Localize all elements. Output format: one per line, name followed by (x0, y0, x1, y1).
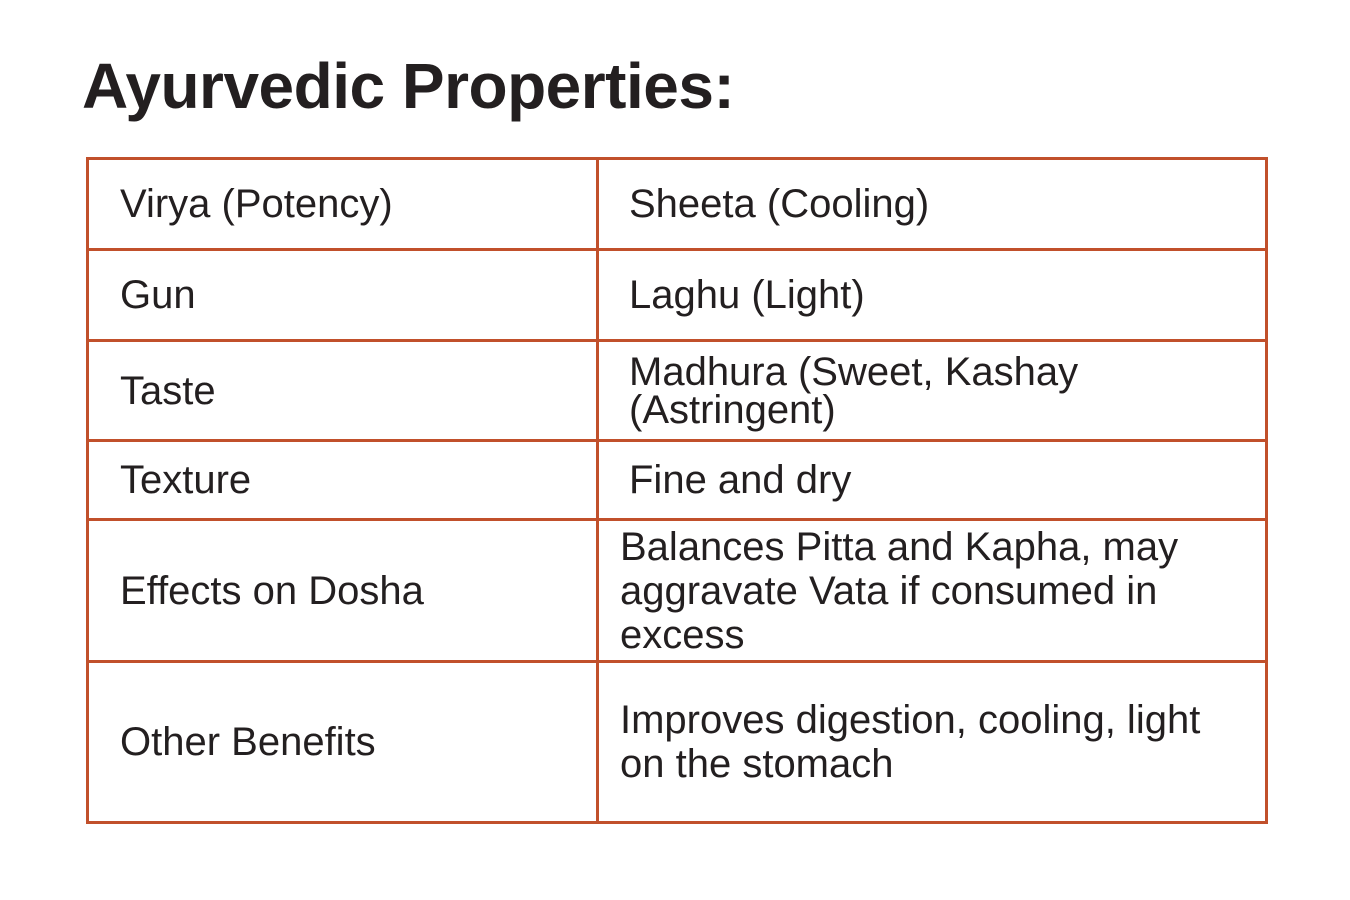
property-cell (88, 250, 598, 341)
property-cell (88, 520, 598, 662)
table-row (88, 159, 1267, 250)
value-cell (598, 159, 1267, 250)
value-cell (598, 520, 1267, 662)
property-cell (88, 341, 598, 441)
property-label: Virya (Potency) (120, 182, 393, 226)
page-title: Ayurvedic Properties: (82, 50, 735, 122)
property-value: Fine and dry (629, 458, 852, 502)
property-value: Sheeta (Cooling) (629, 182, 930, 226)
property-cell (88, 441, 598, 520)
table-row (88, 341, 1267, 441)
properties-table (86, 157, 1268, 824)
table-row (88, 250, 1267, 341)
property-label: Taste (120, 368, 216, 413)
property-value: Balances Pitta and Kapha, may aggravate Vata if consumed in excess (620, 524, 1179, 657)
property-label: Texture (120, 458, 252, 502)
table-row (88, 520, 1267, 662)
value-cell (598, 341, 1267, 441)
property-label: Other Benefits (120, 720, 376, 764)
property-cell (88, 662, 598, 823)
value-cell (598, 441, 1267, 520)
property-value: Madhura (Sweet, Kashay (Astringent) (629, 349, 1079, 432)
table-row (88, 662, 1267, 823)
value-cell (598, 662, 1267, 823)
property-label: Effects on Dosha (120, 568, 424, 613)
property-value: Laghu (Light) (629, 273, 865, 317)
value-cell (598, 250, 1267, 341)
property-cell (88, 159, 598, 250)
property-value: Improves digestion, cooling, light on the stomach (620, 698, 1201, 786)
property-label: Gun (120, 273, 196, 317)
table-row (88, 441, 1267, 520)
